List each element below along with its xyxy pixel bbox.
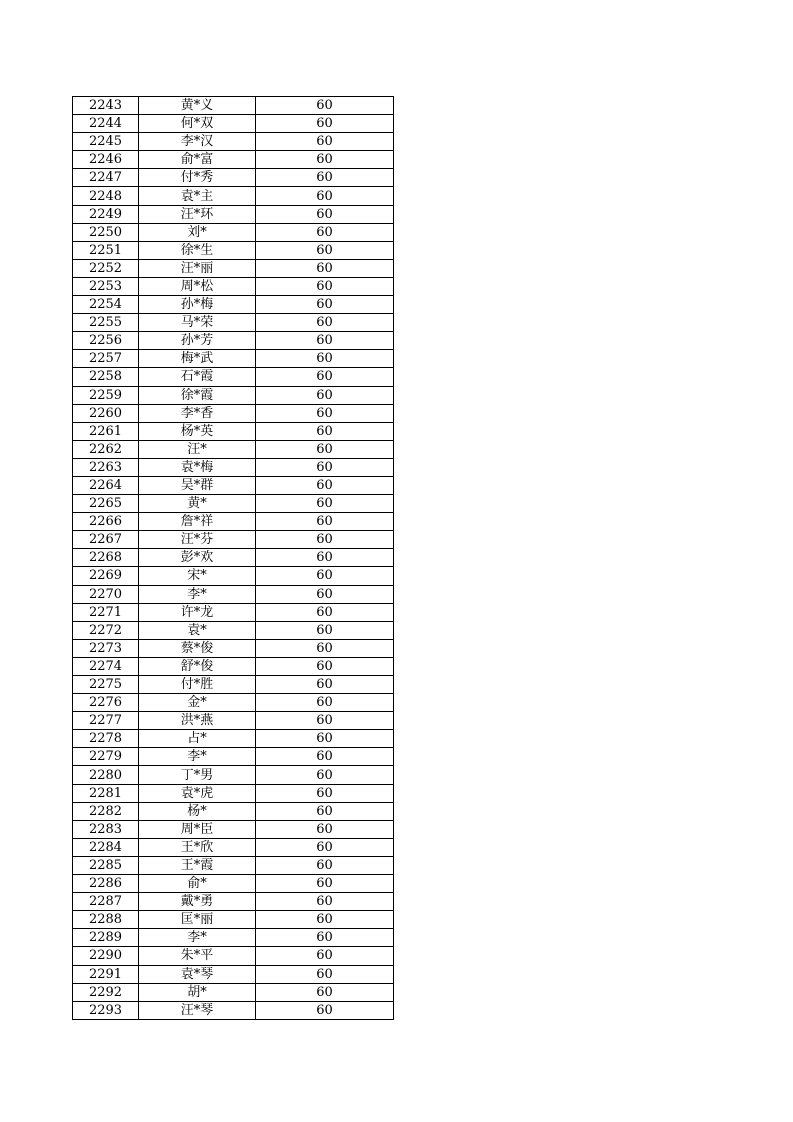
table-row — [73, 766, 394, 784]
score-cell: 60 — [256, 694, 394, 712]
row-number-cell: 2246 — [73, 151, 139, 169]
row-number-cell: 2268 — [73, 549, 139, 567]
score-cell: 60 — [256, 929, 394, 947]
name-cell: 马*荣 — [139, 314, 256, 332]
table-row — [73, 513, 394, 531]
score-cell: 60 — [256, 838, 394, 856]
score-cell: 60 — [256, 404, 394, 422]
row-number-cell: 2252 — [73, 259, 139, 277]
score-cell: 60 — [256, 567, 394, 585]
name-cell: 李* — [139, 929, 256, 947]
table-row — [73, 712, 394, 730]
name-cell: 黄*义 — [139, 97, 256, 115]
row-number-cell: 2265 — [73, 495, 139, 513]
row-number-cell: 2288 — [73, 911, 139, 929]
table-row — [73, 585, 394, 603]
table-row — [73, 694, 394, 712]
score-cell: 60 — [256, 766, 394, 784]
row-number-cell: 2244 — [73, 115, 139, 133]
name-cell: 孙*梅 — [139, 296, 256, 314]
name-cell: 汪*琴 — [139, 1001, 256, 1019]
score-cell: 60 — [256, 947, 394, 965]
name-cell: 何*双 — [139, 115, 256, 133]
name-cell: 徐*霞 — [139, 386, 256, 404]
table-row — [73, 875, 394, 893]
name-cell: 彭*欢 — [139, 549, 256, 567]
table-row — [73, 603, 394, 621]
score-cell: 60 — [256, 187, 394, 205]
row-number-cell: 2273 — [73, 639, 139, 657]
score-cell: 60 — [256, 603, 394, 621]
row-number-cell: 2250 — [73, 223, 139, 241]
table-body — [73, 97, 394, 1020]
score-cell: 60 — [256, 314, 394, 332]
table-row — [73, 314, 394, 332]
name-cell: 舒*俊 — [139, 657, 256, 675]
score-cell: 60 — [256, 676, 394, 694]
row-number-cell: 2245 — [73, 133, 139, 151]
name-cell: 匡*丽 — [139, 911, 256, 929]
table-row — [73, 676, 394, 694]
row-number-cell: 2269 — [73, 567, 139, 585]
table-row — [73, 784, 394, 802]
name-cell: 王*霞 — [139, 856, 256, 874]
score-cell: 60 — [256, 115, 394, 133]
name-cell: 黄* — [139, 495, 256, 513]
score-cell: 60 — [256, 169, 394, 187]
score-cell: 60 — [256, 983, 394, 1001]
row-number-cell: 2257 — [73, 350, 139, 368]
row-number-cell: 2259 — [73, 386, 139, 404]
table-row — [73, 440, 394, 458]
score-cell: 60 — [256, 513, 394, 531]
row-number-cell: 2254 — [73, 296, 139, 314]
table-row — [73, 495, 394, 513]
name-cell: 袁*虎 — [139, 784, 256, 802]
row-number-cell: 2281 — [73, 784, 139, 802]
row-number-cell: 2262 — [73, 440, 139, 458]
name-cell: 杨* — [139, 802, 256, 820]
row-number-cell: 2293 — [73, 1001, 139, 1019]
table-row — [73, 476, 394, 494]
table-row — [73, 567, 394, 585]
table-row — [73, 965, 394, 983]
name-cell: 徐*生 — [139, 241, 256, 259]
score-cell: 60 — [256, 657, 394, 675]
name-cell: 洪*燕 — [139, 712, 256, 730]
score-cell: 60 — [256, 386, 394, 404]
table-row — [73, 820, 394, 838]
name-cell: 吴*群 — [139, 476, 256, 494]
score-cell: 60 — [256, 476, 394, 494]
row-number-cell: 2274 — [73, 657, 139, 675]
row-number-cell: 2270 — [73, 585, 139, 603]
table-row — [73, 838, 394, 856]
score-cell: 60 — [256, 440, 394, 458]
score-cell: 60 — [256, 151, 394, 169]
table-row — [73, 458, 394, 476]
name-cell: 王*欣 — [139, 838, 256, 856]
table-row — [73, 748, 394, 766]
score-cell: 60 — [256, 277, 394, 295]
score-cell: 60 — [256, 712, 394, 730]
table-row — [73, 187, 394, 205]
table-row — [73, 1001, 394, 1019]
table-row — [73, 639, 394, 657]
score-cell: 60 — [256, 332, 394, 350]
table-row — [73, 368, 394, 386]
row-number-cell: 2291 — [73, 965, 139, 983]
score-cell: 60 — [256, 856, 394, 874]
name-cell: 周*臣 — [139, 820, 256, 838]
row-number-cell: 2278 — [73, 730, 139, 748]
table-row — [73, 151, 394, 169]
name-cell: 汪*环 — [139, 205, 256, 223]
score-cell: 60 — [256, 911, 394, 929]
row-number-cell: 2248 — [73, 187, 139, 205]
row-number-cell: 2266 — [73, 513, 139, 531]
table-row — [73, 893, 394, 911]
name-cell: 袁*梅 — [139, 458, 256, 476]
row-number-cell: 2280 — [73, 766, 139, 784]
score-cell: 60 — [256, 875, 394, 893]
score-cell: 60 — [256, 205, 394, 223]
score-cell: 60 — [256, 748, 394, 766]
score-cell: 60 — [256, 893, 394, 911]
table-row — [73, 277, 394, 295]
table-row — [73, 332, 394, 350]
table-row — [73, 531, 394, 549]
name-cell: 李*香 — [139, 404, 256, 422]
name-cell: 戴*勇 — [139, 893, 256, 911]
table-row — [73, 856, 394, 874]
row-number-cell: 2255 — [73, 314, 139, 332]
score-cell: 60 — [256, 368, 394, 386]
score-cell: 60 — [256, 97, 394, 115]
name-cell: 许*龙 — [139, 603, 256, 621]
score-cell: 60 — [256, 422, 394, 440]
name-cell: 袁*主 — [139, 187, 256, 205]
name-cell: 宋* — [139, 567, 256, 585]
name-cell: 梅*武 — [139, 350, 256, 368]
table-row — [73, 621, 394, 639]
name-cell: 付*秀 — [139, 169, 256, 187]
score-cell: 60 — [256, 241, 394, 259]
row-number-cell: 2279 — [73, 748, 139, 766]
table-row — [73, 169, 394, 187]
row-number-cell: 2253 — [73, 277, 139, 295]
name-cell: 丁*男 — [139, 766, 256, 784]
name-cell: 金* — [139, 694, 256, 712]
name-cell: 李* — [139, 585, 256, 603]
row-number-cell: 2260 — [73, 404, 139, 422]
row-number-cell: 2249 — [73, 205, 139, 223]
name-cell: 汪* — [139, 440, 256, 458]
table-row — [73, 730, 394, 748]
score-cell: 60 — [256, 296, 394, 314]
row-number-cell: 2289 — [73, 929, 139, 947]
row-number-cell: 2247 — [73, 169, 139, 187]
name-cell: 李*汉 — [139, 133, 256, 151]
table-row — [73, 549, 394, 567]
name-cell: 汪*芬 — [139, 531, 256, 549]
name-cell: 蔡*俊 — [139, 639, 256, 657]
table-row — [73, 386, 394, 404]
name-cell: 朱*平 — [139, 947, 256, 965]
score-cell: 60 — [256, 965, 394, 983]
table-row — [73, 223, 394, 241]
name-cell: 杨*英 — [139, 422, 256, 440]
row-number-cell: 2251 — [73, 241, 139, 259]
row-number-cell: 2264 — [73, 476, 139, 494]
row-number-cell: 2292 — [73, 983, 139, 1001]
table-row — [73, 802, 394, 820]
name-cell: 孙*芳 — [139, 332, 256, 350]
row-number-cell: 2286 — [73, 875, 139, 893]
table-row — [73, 947, 394, 965]
table-row — [73, 259, 394, 277]
name-cell: 付*胜 — [139, 676, 256, 694]
row-number-cell: 2290 — [73, 947, 139, 965]
row-number-cell: 2277 — [73, 712, 139, 730]
table-row — [73, 133, 394, 151]
table-row — [73, 115, 394, 133]
row-number-cell: 2243 — [73, 97, 139, 115]
table-row — [73, 350, 394, 368]
score-cell: 60 — [256, 639, 394, 657]
name-cell: 刘* — [139, 223, 256, 241]
table-row — [73, 657, 394, 675]
name-cell: 俞* — [139, 875, 256, 893]
name-cell: 汪*丽 — [139, 259, 256, 277]
score-cell: 60 — [256, 585, 394, 603]
table-row — [73, 422, 394, 440]
score-cell: 60 — [256, 223, 394, 241]
score-cell: 60 — [256, 621, 394, 639]
score-cell: 60 — [256, 1001, 394, 1019]
row-number-cell: 2261 — [73, 422, 139, 440]
name-cell: 袁* — [139, 621, 256, 639]
table-row — [73, 911, 394, 929]
row-number-cell: 2276 — [73, 694, 139, 712]
score-cell: 60 — [256, 259, 394, 277]
score-cell: 60 — [256, 549, 394, 567]
name-cell: 李* — [139, 748, 256, 766]
table-row — [73, 205, 394, 223]
row-number-cell: 2263 — [73, 458, 139, 476]
name-cell: 詹*祥 — [139, 513, 256, 531]
score-cell: 60 — [256, 730, 394, 748]
row-number-cell: 2258 — [73, 368, 139, 386]
row-number-cell: 2275 — [73, 676, 139, 694]
row-number-cell: 2282 — [73, 802, 139, 820]
score-cell: 60 — [256, 820, 394, 838]
row-number-cell: 2284 — [73, 838, 139, 856]
table-row — [73, 97, 394, 115]
row-number-cell: 2271 — [73, 603, 139, 621]
row-number-cell: 2287 — [73, 893, 139, 911]
score-cell: 60 — [256, 531, 394, 549]
table-row — [73, 983, 394, 1001]
name-cell: 周*松 — [139, 277, 256, 295]
table-row — [73, 296, 394, 314]
table-row — [73, 241, 394, 259]
table-row — [73, 929, 394, 947]
score-cell: 60 — [256, 350, 394, 368]
name-cell: 占* — [139, 730, 256, 748]
score-cell: 60 — [256, 784, 394, 802]
row-number-cell: 2272 — [73, 621, 139, 639]
row-number-cell: 2283 — [73, 820, 139, 838]
name-cell: 胡* — [139, 983, 256, 1001]
table-row — [73, 404, 394, 422]
score-cell: 60 — [256, 133, 394, 151]
row-number-cell: 2285 — [73, 856, 139, 874]
score-cell: 60 — [256, 495, 394, 513]
name-cell: 石*霞 — [139, 368, 256, 386]
score-cell: 60 — [256, 802, 394, 820]
row-number-cell: 2267 — [73, 531, 139, 549]
data-table — [72, 96, 394, 1020]
name-cell: 袁*琴 — [139, 965, 256, 983]
row-number-cell: 2256 — [73, 332, 139, 350]
score-cell: 60 — [256, 458, 394, 476]
name-cell: 俞*富 — [139, 151, 256, 169]
